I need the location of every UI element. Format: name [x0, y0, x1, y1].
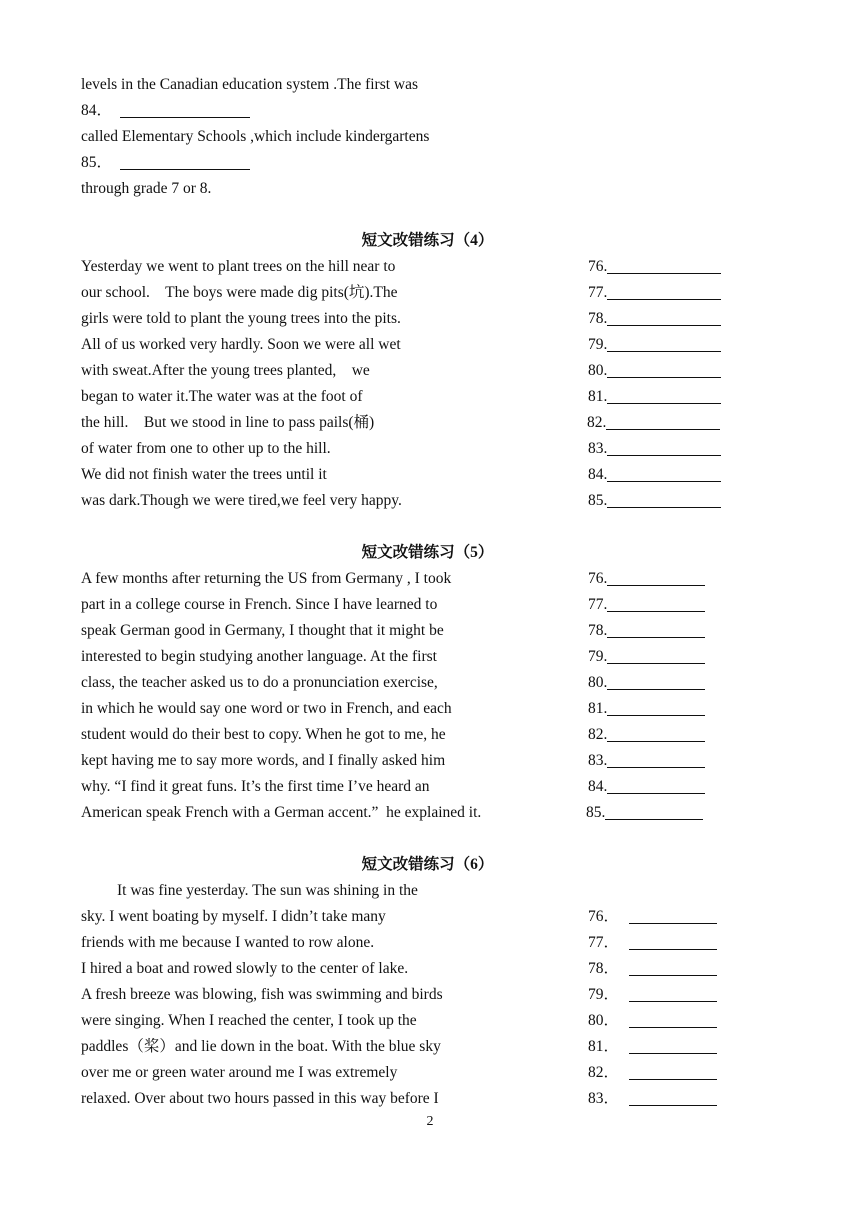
- text-line: sky. I went boating by myself. I didn’t take many: [81, 908, 386, 925]
- text-line: relaxed. Over about two hours passed in this way before I: [81, 1090, 439, 1107]
- answer-slot[interactable]: 81．: [588, 1037, 717, 1057]
- text-line: All of us worked very hardly. Soon we were all wet: [81, 336, 401, 353]
- text-line: We did not finish water the trees until it: [81, 466, 327, 483]
- text-line: A few months after returning the US from Germany , I took: [81, 570, 452, 587]
- answer-slot[interactable]: 77.: [588, 283, 721, 303]
- text-line: American speak French with a German accent.” he explained it.: [81, 804, 482, 821]
- answer-slot[interactable]: 76．: [588, 907, 717, 927]
- section-title-6: 短文改错练习（6）: [361, 856, 494, 873]
- answer-slot[interactable]: 77.: [588, 595, 705, 615]
- answer-slot[interactable]: 76.: [588, 569, 705, 589]
- text-line: were singing. When I reached the center, I took up the: [81, 1012, 417, 1029]
- answer-slot[interactable]: 84.: [588, 777, 705, 797]
- text-line: girls were told to plant the young trees into the pits.: [81, 310, 401, 327]
- answer-slot[interactable]: 82.: [588, 725, 705, 745]
- text-line: speak German good in Germany, I thought that it might be: [81, 622, 444, 639]
- text-line: in which he would say one word or two in French, and each: [81, 700, 452, 717]
- text-line: student would do their best to copy. When he got to me, he: [81, 726, 446, 743]
- answer-slot[interactable]: 83.: [588, 439, 721, 459]
- text-line: over me or green water around me I was extremely: [81, 1064, 398, 1081]
- answer-slot[interactable]: 80.: [588, 361, 721, 381]
- text-line: interested to begin studying another language. At the first: [81, 648, 437, 665]
- section-title-4: 短文改错练习（4）: [361, 232, 494, 249]
- answer-slot[interactable]: 79．: [588, 985, 717, 1005]
- answer-slot[interactable]: 78.: [588, 309, 721, 329]
- answer-slot[interactable]: 84.: [588, 465, 721, 485]
- text-line: began to water it.The water was at the foot of: [81, 388, 363, 405]
- text-line: of water from one to other up to the hill.: [81, 440, 331, 457]
- answer-slot[interactable]: 80．: [588, 1011, 717, 1031]
- answer-slot[interactable]: 85.: [588, 491, 721, 511]
- text-line: Yesterday we went to plant trees on the hill near to: [81, 258, 396, 275]
- answer-blank[interactable]: [120, 155, 250, 170]
- answer-slot[interactable]: 80.: [588, 673, 705, 693]
- answer-slot[interactable]: 81.: [588, 699, 705, 719]
- text-line: called Elementary Schools ,which include kindergartens: [81, 128, 430, 145]
- text-line: with sweat.After the young trees planted, we: [81, 362, 370, 379]
- text-line: paddles（桨）and lie down in the boat. With the blue sky: [81, 1038, 441, 1055]
- answer-slot[interactable]: 79.: [588, 647, 705, 667]
- answer-slot[interactable]: 85.: [586, 803, 703, 823]
- answer-line-84[interactable]: 84．: [81, 101, 250, 121]
- answer-slot[interactable]: 79.: [588, 335, 721, 355]
- text-line: It was fine yesterday. The sun was shining in the: [117, 882, 418, 899]
- answer-slot[interactable]: 82．: [588, 1063, 717, 1083]
- answer-slot[interactable]: 83.: [588, 751, 705, 771]
- text-line: friends with me because I wanted to row alone.: [81, 934, 375, 951]
- text-line: levels in the Canadian education system .The first was: [81, 76, 419, 93]
- text-line: class, the teacher asked us to do a pronunciation exercise,: [81, 674, 438, 691]
- text-line: our school. The boys were made dig pits(坑).The: [81, 284, 398, 301]
- text-line: A fresh breeze was blowing, fish was swimming and birds: [81, 986, 443, 1003]
- answer-slot[interactable]: 78.: [588, 621, 705, 641]
- text-line: through grade 7 or 8.: [81, 180, 212, 197]
- text-line: the hill. But we stood in line to pass pails(桶): [81, 414, 375, 431]
- answer-slot[interactable]: 77．: [588, 933, 717, 953]
- answer-slot[interactable]: 83．: [588, 1089, 717, 1109]
- answer-slot[interactable]: 76.: [588, 257, 721, 277]
- section-title-5: 短文改错练习（5）: [361, 544, 494, 561]
- text-line: was dark.Though we were tired,we feel very happy.: [81, 492, 402, 509]
- page-number: 2: [426, 1114, 434, 1129]
- text-line: why. “I find it great funs. It’s the first time I’ve heard an: [81, 778, 430, 795]
- answer-slot[interactable]: 82.: [587, 413, 720, 433]
- answer-line-85[interactable]: 85．: [81, 153, 250, 173]
- text-line: I hired a boat and rowed slowly to the center of lake.: [81, 960, 409, 977]
- answer-slot[interactable]: 81.: [588, 387, 721, 407]
- text-line: part in a college course in French. Since I have learned to: [81, 596, 438, 613]
- answer-slot[interactable]: 78．: [588, 959, 717, 979]
- answer-blank[interactable]: [120, 103, 250, 118]
- text-line: kept having me to say more words, and I finally asked him: [81, 752, 446, 769]
